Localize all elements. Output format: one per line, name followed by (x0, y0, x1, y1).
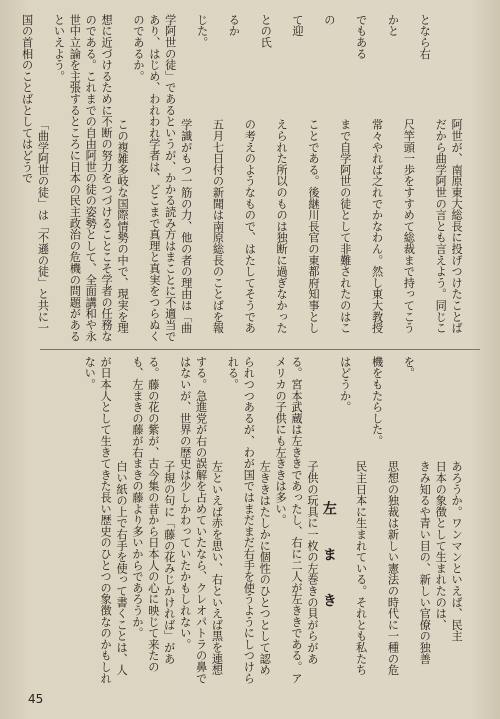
top-line: 尺竿頭一歩をすすめて総裁まで持ってこうかと (386, 14, 416, 334)
bottom-paragraph: 左ききはたしかに個性のひとつとして認められつつあるが、わが国ではまだまだ右手を使うようにしつけられる。 (226, 356, 272, 684)
bottom-text-block (40, 356, 480, 686)
top-vertical-text (20, 14, 480, 344)
section-heading: 左 ま き (320, 500, 337, 615)
bottom-paragraph: 左といえば赤を思い、右といえば黒を連想する。急進党が右の誤解を占めていたなら、クレオパトラの鼻ではないが、世界の歴史は少しかわっていたかもしれない。 (178, 356, 224, 684)
column-divider (40, 349, 480, 350)
bottom-line: 日本の象徴として生まれたのは、 (434, 460, 448, 631)
top-line: ことである。後継川長官の東都府知事として迎 (291, 14, 320, 334)
top-line: 常々やれば之れでかなわん。然し東大教授でもある (354, 14, 384, 334)
top-line: の考えのようなもので、はたしてそうであるか (227, 14, 257, 334)
top-line: えられた所以のものは独断に過ぎなかったとの氏 (259, 14, 289, 334)
top-line: まで自学阿世の徒として非難されたのはこの (322, 14, 352, 334)
top-paragraph: 学識がもつ一筋の力、他の者の理由は「曲学阿世の徒」であるというが、かかる読み方はまことに不適当であり、はじめ、われわれ学者は、どこまで真理と真実をつらぬくのであるか。 (131, 14, 193, 342)
bottom-line: 思想の独裁は新しい憲法の時代に一種の危機をもたらした。 (370, 356, 400, 676)
bottom-line: あろうか。ワンマンといえば、民主 (450, 460, 464, 642)
top-text-block (20, 14, 480, 344)
top-paragraph: 五月七日付の新聞は南原総長のことばを報じた。 (195, 14, 225, 334)
bottom-line: きみ知るや青い目の、新しい官僚の独善を。 (402, 356, 432, 665)
bottom-paragraph: 子規の句に「藤の花みじかければ」がある。藤の花の紫が、古今集の昔から日本人の心に映じて来たのも、左まきの藤が右まきの藤より多いからであろうか。 (130, 356, 176, 673)
top-line: 阿世が、南原東大総長に投げつけたことば (450, 118, 464, 334)
bottom-paragraph: 白い紙の上で右手を使って書くことは、人が日本人として生きてきた長い歴史のひとつの象徴なのかもしれない。 (83, 356, 129, 684)
page-number: 45 (28, 692, 44, 706)
bottom-paragraph: 子供の玩具に一枚の左巻きの貝がらがある。宮本武蔵は左ききであったし、右に二人が左ききである。アメリカの子供にも左ききは多い。 (274, 356, 319, 684)
closing-quote: 「曲学阿世の徒」は「不遜の徒」と共に一国の首相のことばとしてはどうで (20, 14, 50, 334)
bottom-line: 民主日本に生まれている。それとも私たちはどうか。 (338, 356, 368, 676)
bottom-vertical-text (40, 356, 480, 686)
top-paragraph: この複雑多岐な国際情勢の中で、現実を理想に近づけるために不断の努力をつづけることこそ学者の任務なのである。これまでの自由阿世の徒の姿勢として、全面講和や永世中立論を主張するところに日本の民主政治の危機の問題があるといえよう。 (52, 14, 130, 342)
top-line: だから曲学阿世の言とも言えよう。同じことなら右 (418, 14, 448, 334)
text-area (20, 14, 480, 686)
